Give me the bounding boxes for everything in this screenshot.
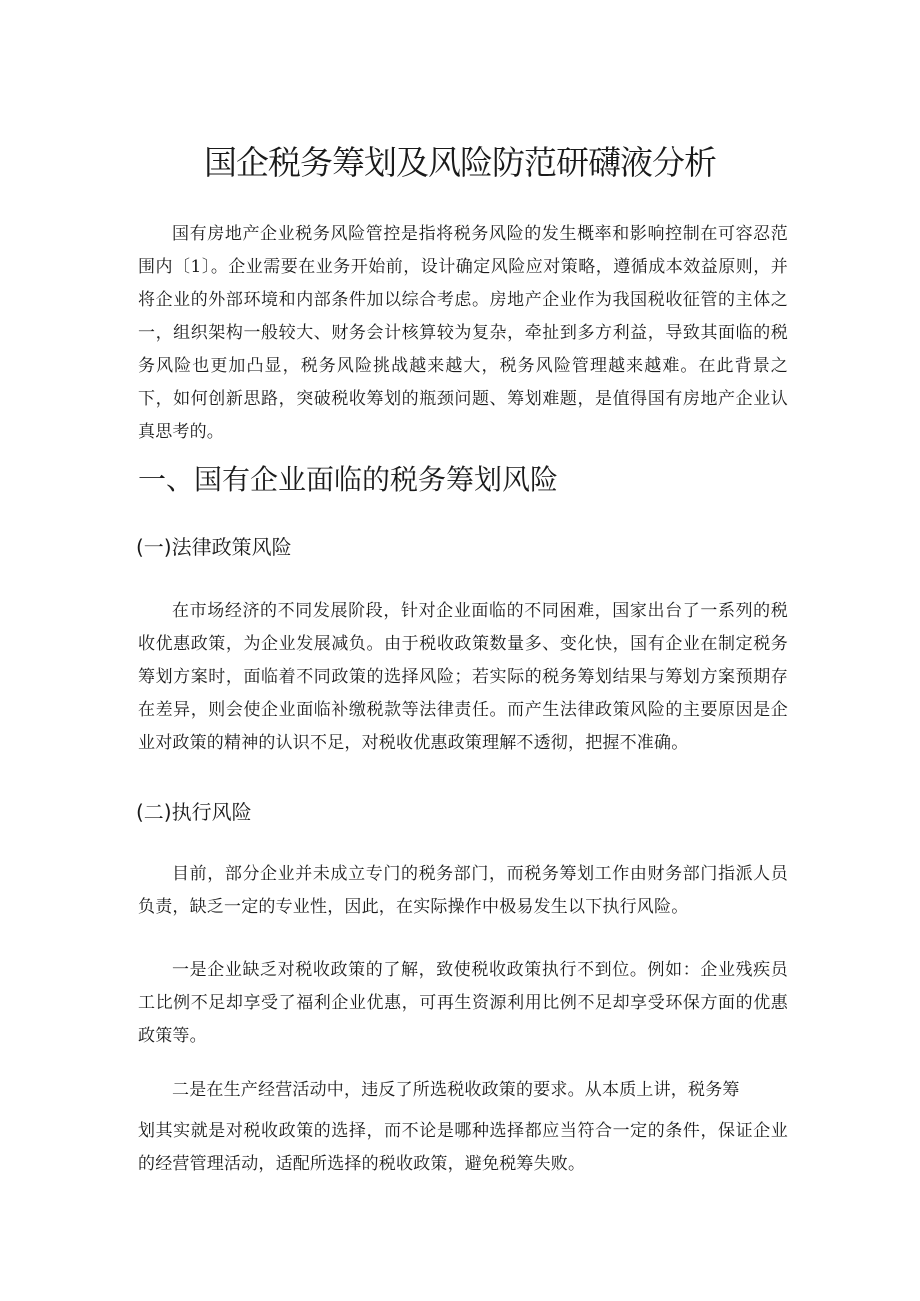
subsection-2-paragraph-1: 目前，部分企业并未成立专门的税务部门，而税务筹划工作由财务部门指派人员负责，缺乏一定的专业性，因此，在实际操作中极易发生以下执行风险。 [138, 864, 788, 917]
subsection-2-paragraph-3-continued: 划其实就是对税收政策的选择，而不论是哪种选择都应当符合一定的条件，保证企业的经营管理活动，适配所选择的税收政策，避免税筹失败。 [138, 1121, 788, 1174]
subsection-2-paragraph-2: 一是企业缺乏对税收政策的了解，致使税收政策执行不到位。例如：企业残疾员工比例不足却享受了福利企业优惠，可再生资源利用比例不足却享受环保方面的优惠政策等。 [138, 960, 788, 1046]
subsection-1-paragraph: 在市场经济的不同发展阶段，针对企业面临的不同困难，国家出台了一系列的税收优惠政策，为企业发展减负。由于税收政策数量多、变化快，国有企业在制定税务筹划方案时，面临着不同政策的选择风险；若实际的税务筹划结果与筹划方案预期存在差异，则会使企业面临补缴税款等法律责任。而产生法律政策风险的主要原因是企业对政策的精神的认识不足，对税收优惠政策理解不透彻，把握不准确。 [138, 601, 788, 753]
document-title: 国企税务筹划及风险防范研礴液分析 [204, 143, 716, 182]
subsection-2-heading: (二)执行风险 [136, 800, 252, 824]
section-1-heading: 一、国有企业面临的税务筹划风险 [138, 463, 559, 496]
subsection-1-heading: (一)法律政策风险 [136, 535, 292, 559]
subsection-2-paragraph-3-line1: 二是在生产经营活动中，违反了所选税收政策的要求。从本质上讲，税务筹 [172, 1080, 740, 1100]
intro-paragraph: 国有房地产企业税务风险管控是指将税务风险的发生概率和影响控制在可容忍范围内〔1〕。企业需要在业务开始前，设计确定风险应对策略，遵循成本效益原则，并将企业的外部环境和内部条件加以综合考虑。房地产企业作为我国税收征管的主体之一，组织架构一般较大、财务会计核算较为复杂，牵扯到多方利益，导致其面临的税务风险也更加凸显，税务风险挑战越来越大，税务风险管理越来越难。在此背景之下，如何创新思路，突破税收筹划的瓶颈问题、筹划难题，是值得国有房地产企业认真思考的。 [138, 224, 788, 442]
